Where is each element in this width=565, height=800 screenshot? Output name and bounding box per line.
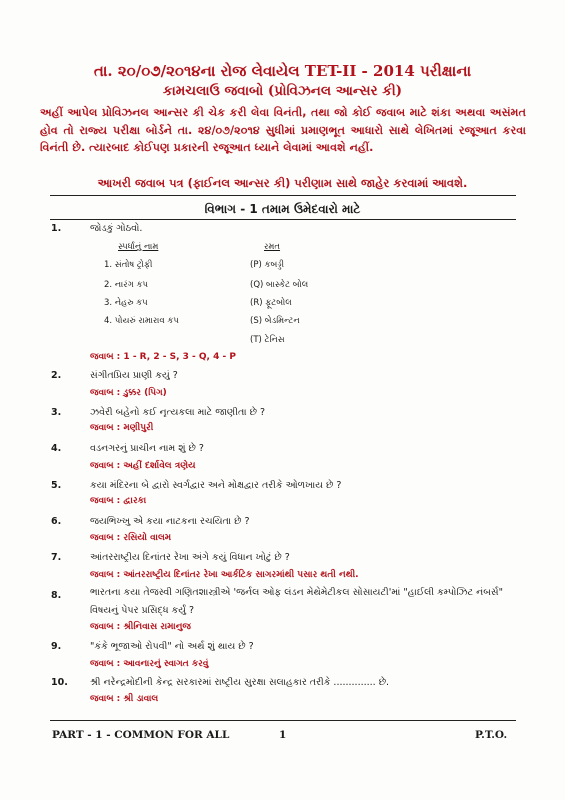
divider-top <box>50 195 516 196</box>
question-text: વડનગરનું પ્રાચીન નામ શું છે ? <box>90 443 204 454</box>
question-number: 3. <box>51 407 62 418</box>
footer-part-label: PART - 1 - COMMON FOR ALL <box>52 729 230 741</box>
question-number: 1. <box>51 223 62 234</box>
match-right-item: (T) ટેનિસ <box>250 335 285 345</box>
intro-paragraph: અહીં આપેલ પ્રોવિઝનલ આન્સર કી ચેક કરી લેવા વિનંતી, તથા જો કોઈ જવાબ માટે શંકા અથવા અસંમત હોવ તો રાજ્ય પરીક્ષા બોર્ડને તા. ૨૪/૦૭/૨૦૧૪ સુધીમાં પ્રમાણભૂત આધારો સાથે લેખિતમાં રજૂઆત કરવા વિનંતી છે. ત્યારબાદ કોઈપણ પ્રકારની રજૂઆત ધ્યાને લેવામાં આવશે નહીં. <box>40 106 526 154</box>
question-number: 10. <box>51 677 68 688</box>
question-number: 5. <box>51 480 62 491</box>
question-number: 4. <box>51 443 62 454</box>
footer-pto: P.T.O. <box>475 729 508 741</box>
question-text: "કંકે ભૂજાઓ રોપવી" નો અર્થ શું થાય છે ? <box>90 641 254 652</box>
match-right-item: (Q) બાસ્કેટ બોલ <box>250 280 309 290</box>
question-text: ભારતના કયા તેજસ્વી ગણિતશાસ્ત્રીએ 'જર્નલ ઓફ લંડન મેથેમેટીકલ સોસાયટી'માં "હાઈલી કમ્પોઝિટ નંબર્સ" વિષયનું પેપર પ્રસિદ્ધ કર્યું ? <box>90 587 503 616</box>
page-number: 1 <box>279 729 287 741</box>
match-right-item: (P) કબડ્ડી <box>250 260 285 270</box>
match-right-header: રમત <box>264 242 281 252</box>
answer-text: જવાબ : ડુક્કર (પિગ) <box>90 388 167 398</box>
document-title: તા. ૨૦/૦૭/૨૦૧૪ના રોજ લેવાયેલ TET-II - 2014 પરીક્ષાના <box>93 62 472 80</box>
answer-text: જવાબ : દ્વારકા <box>90 496 147 506</box>
match-left-item: 2. નારંગ કપ <box>104 280 149 290</box>
question-number: 9. <box>51 641 62 652</box>
question-text: જોડકું ગોઠવો. <box>90 223 143 234</box>
question-number: 2. <box>51 370 62 381</box>
answer-text: જવાબ : શ્રી ડાવાલ <box>90 694 159 704</box>
question-text: શ્રી નરેન્દ્રમોદીની કેન્દ્ર સરકારમાં રાષ્ટ્રીય સુરક્ષા સલાહકાર તરીકે .............. છે. <box>90 677 390 688</box>
answer-text: જવાબ : આવનારનું સ્વાગત કરવું <box>90 659 209 669</box>
question-number: 8. <box>51 590 62 601</box>
question-text: આંતરરાષ્ટ્રીય દિનાંતર રેખા અંગે કયું વિધાન ખોટું છે ? <box>90 552 290 563</box>
question-text: સંગીતપ્રિય પ્રાણી કયું ? <box>90 370 178 381</box>
question-number: 6. <box>51 516 62 527</box>
document-subtitle: કામચલાઉ જવાબો (પ્રોવિઝનલ આન્સર કી) <box>162 83 403 99</box>
divider-footer <box>50 720 516 721</box>
question-text: જયભિખ્ખુ એ કયા નાટકના રચયિતા છે ? <box>90 516 250 527</box>
match-left-header: સ્પર્ધાનું નામ <box>118 242 159 252</box>
match-left-item: 3. નેહરુ કપ <box>104 298 148 308</box>
match-left-item: 4. પોયરું રામારાવ કપ <box>104 316 179 326</box>
answer-text: જવાબ : અહીં દર્શાવેલ ત્રણેય <box>90 461 196 471</box>
question-text: ઝવેરી બહેનો કઈ નૃત્યકલા માટે જાણીતા છે ? <box>90 407 265 418</box>
match-left-item: 1. સંતોષ ટ્રોફી <box>104 260 153 270</box>
answer-text: જવાબ : 1 - R, 2 - S, 3 - Q, 4 - P <box>90 352 236 362</box>
question-number: 7. <box>51 552 62 563</box>
match-right-item: (S) બેડમિન્ટન <box>250 316 300 326</box>
match-right-item: (R) ફૂટબોલ <box>250 298 292 308</box>
section-heading: વિભાગ - 1 તમામ ઉમેદવારો માટે <box>204 202 361 216</box>
final-answer-note: આખરી જવાબ પત્ર (ફાઈનલ આન્સર કી) પરીણામ સાથે જાહેર કરવામાં આવશે. <box>97 176 468 190</box>
answer-text: જવાબ : રસિયો વાલમ <box>90 533 172 543</box>
answer-text: જવાબ : આંતરરાષ્ટ્રીય દિનાંતર રેખા આર્કટિક સાગરમાંથી પસાર થતી નથી. <box>90 570 359 580</box>
question-text: કયા મંદિરના બે દ્વારો સ્વર્ગદ્વાર અને મોક્ષદ્વાર તરીકે ઓળખાય છે ? <box>90 480 342 491</box>
answer-text: જવાબ : શ્રીનિવાસ રામાનુજ <box>90 622 191 632</box>
answer-text: જવાબ : મણીપુરી <box>90 423 154 433</box>
